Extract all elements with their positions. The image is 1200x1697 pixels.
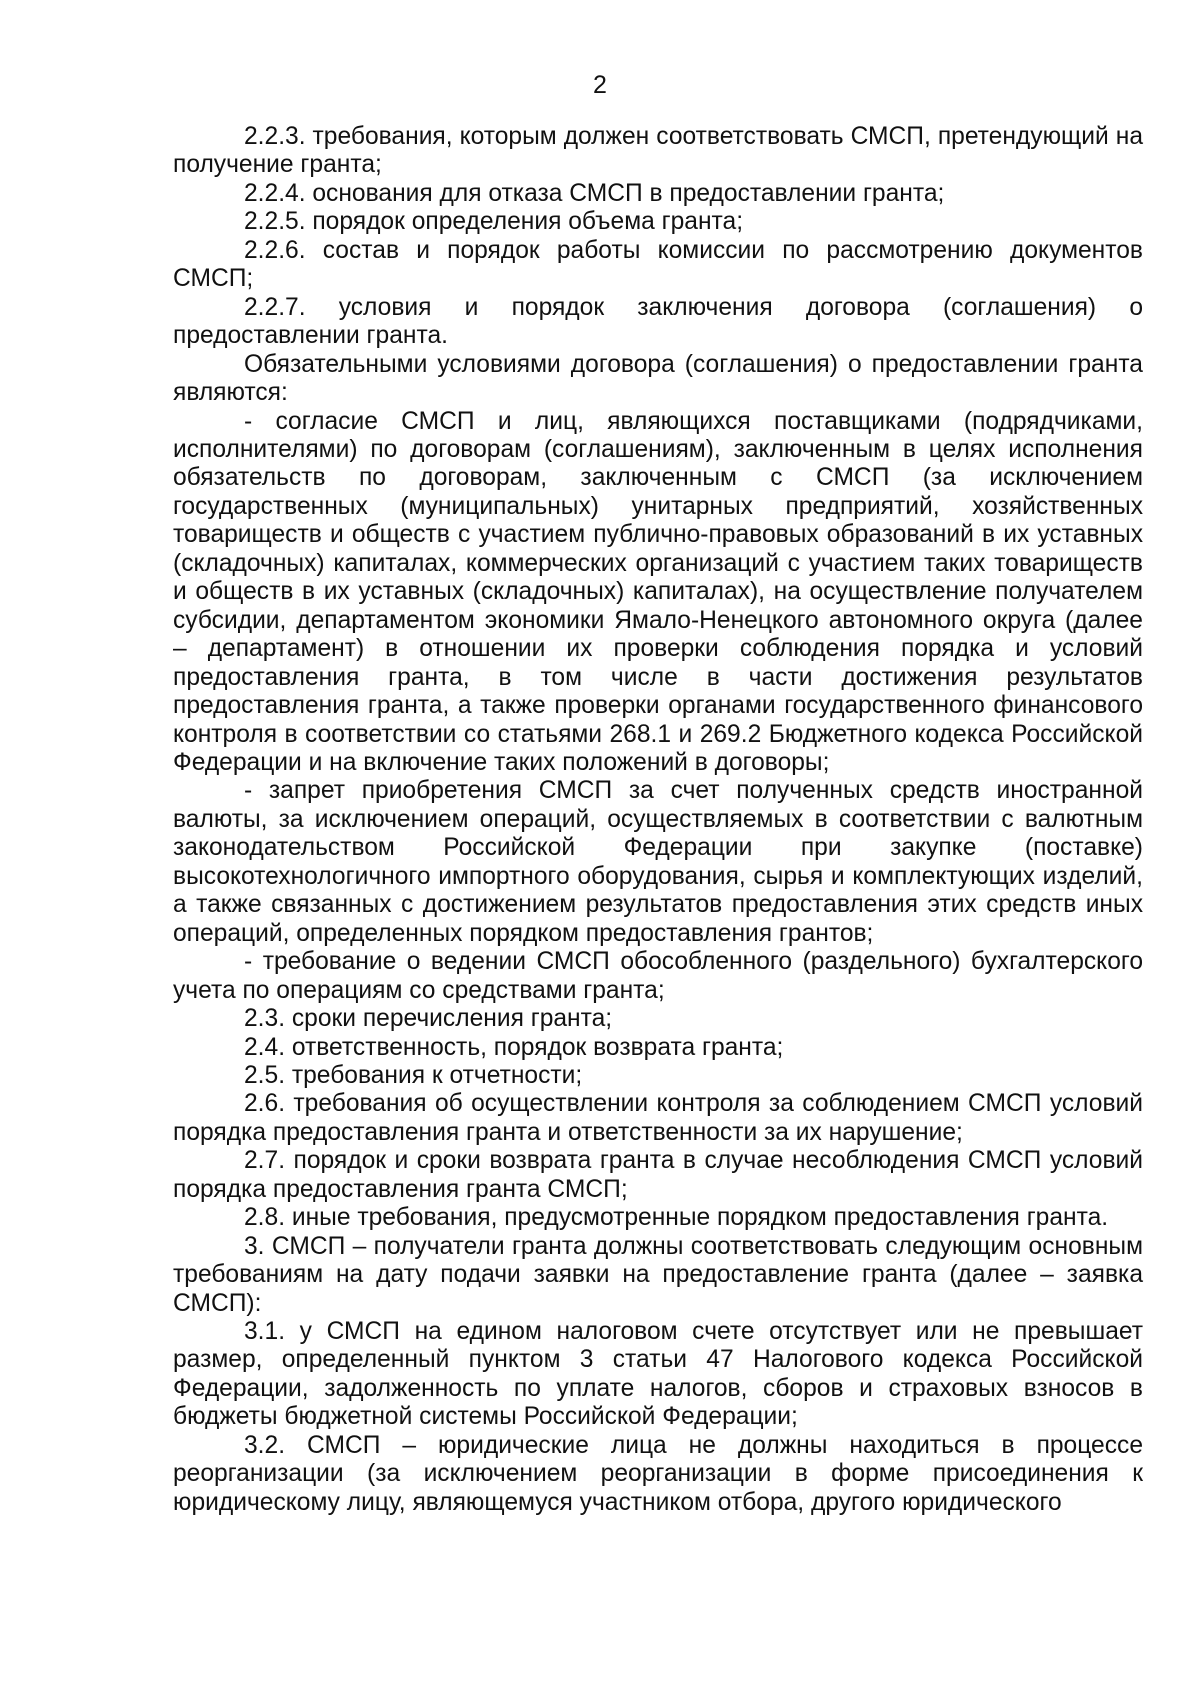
paragraph-2-2-4: 2.2.4. основания для отказа СМСП в предоставлении гранта; xyxy=(244,179,945,207)
page-number: 2 xyxy=(593,71,607,99)
paragraph-2-7: 2.7. порядок и сроки возврата гранта в случае несоблюдения СМСП условий порядка предоставления гранта СМСП; xyxy=(173,1147,1143,1203)
paragraph-2-8: 2.8. иные требования, предусмотренные порядком предоставления гранта. xyxy=(244,1204,1109,1232)
paragraph-2-2-7: 2.2.7. условия и порядок заключения договора (соглашения) о предоставлении гранта. xyxy=(173,293,1143,350)
paragraph-3-1: 3.1. у СМСП на едином налоговом счете отсутствует или не превышает размер, определенный пунктом 3 статьи 47 Налогового кодекса Российской Федерации, задолженность по уплате налогов, сборов и страховых взносов в бюджеты бюджетной системы Российской Федерации; xyxy=(173,1318,1143,1431)
paragraph-2-4: 2.4. ответственность, порядок возврата гранта; xyxy=(244,1033,784,1061)
paragraph-currency-ban: - запрет приобретения СМСП за счет полученных средств иностранной валюты, за исключением операций, осуществляемых в соответствии с валютным законодательством Российской Федерации при закупке (поставке) высокотехнологичного импортного оборудования, сырья и комплектующих изделий, а также связанных с достижением результатов предоставления этих средств иных операций, определенных порядком предоставления грантов; xyxy=(173,777,1143,947)
paragraph-2-2-6: 2.2.6. состав и порядок работы комиссии по рассмотрению документов СМСП; xyxy=(173,236,1143,293)
paragraph-consent: - согласие СМСП и лиц, являющихся поставщиками (подрядчиками, исполнителями) по договорам (соглашениям), заключенным в целях исполнения обязательств по договорам, заключенным с СМСП (за исключением государственных (муниципальных) унитарных предприятий, хозяйственных товариществ и обществ с участием публично-правовых образований в их уставных (складочных) капиталах, коммерческих организаций с участием таких товариществ и обществ в их уставных (складочных) капиталах), на осуществление получателем субсидии, департаментом экономики Ямало-Ненецкого автономного округа (далее – департамент) в отношении их проверки соблюдения порядка и условий предоставления гранта, в том числе в части достижения результатов предоставления гранта, а также проверки органами государственного финансового контроля в соответствии со статьями 268.1 и 269.2 Бюджетного кодекса Российской Федерации и на включение таких положений в договоры; xyxy=(173,407,1143,776)
paragraph-mandatory-conditions: Обязательными условиями договора (соглашения) о предоставлении гранта являются: xyxy=(173,350,1143,407)
paragraph-2-2-3: 2.2.3. требования, которым должен соответствовать СМСП, претендующий на получение гранта; xyxy=(173,123,1143,179)
paragraph-2-2-5: 2.2.5. порядок определения объема гранта; xyxy=(244,208,744,236)
paragraph-accounting-requirement: - требование о ведении СМСП обособленного (раздельного) бухгалтерского учета по операциям со средствами гранта; xyxy=(173,948,1143,1004)
paragraph-2-5: 2.5. требования к отчетности; xyxy=(244,1061,583,1089)
paragraph-2-3: 2.3. сроки перечисления гранта; xyxy=(244,1005,613,1033)
document-body xyxy=(173,123,1143,1517)
paragraph-2-6: 2.6. требования об осуществлении контроля за соблюдением СМСП условий порядка предоставления гранта и ответственности за их нарушение; xyxy=(173,1090,1143,1146)
paragraph-3-2: 3.2. СМСП – юридические лица не должны находиться в процессе реорганизации (за исключением реорганизации в форме присоединения к юридическому лицу, являющемуся участником отбора, другого юридического xyxy=(173,1431,1143,1516)
paragraph-3: 3. СМСП – получатели гранта должны соответствовать следующим основным требованиям на дату подачи заявки на предоставление гранта (далее – заявка СМСП): xyxy=(173,1232,1143,1317)
